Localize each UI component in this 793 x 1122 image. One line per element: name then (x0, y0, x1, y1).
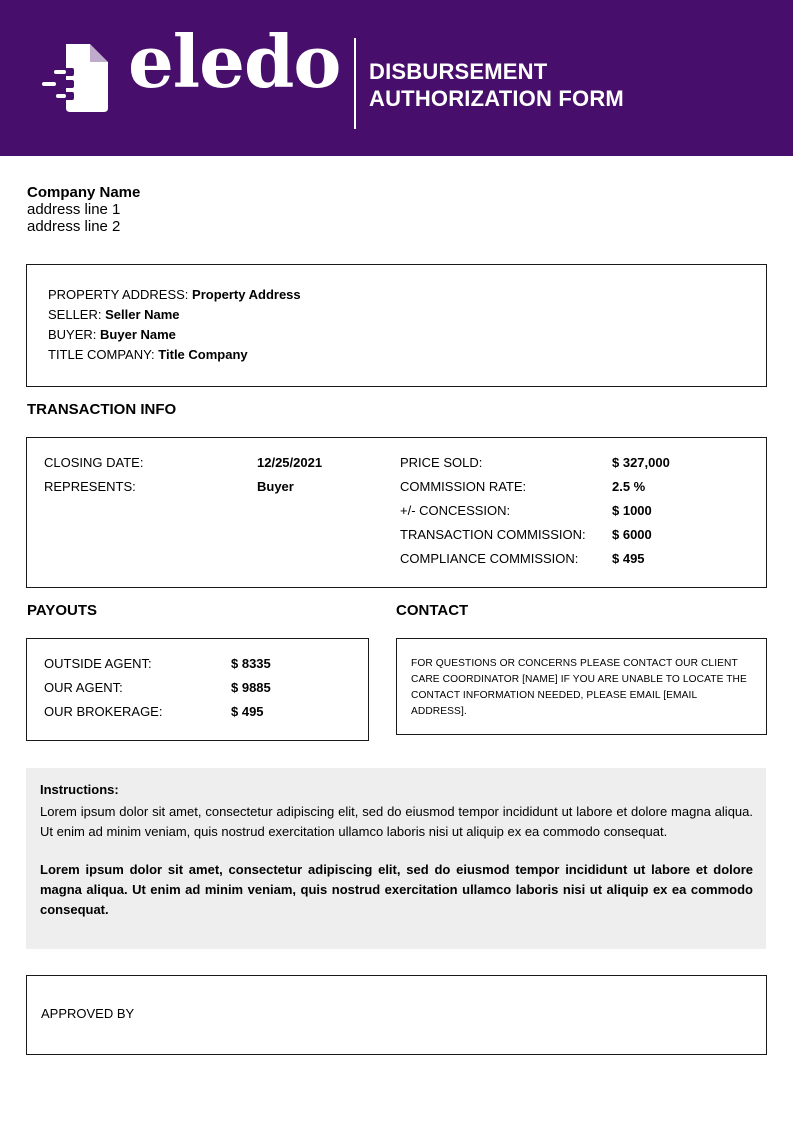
buyer-label: BUYER: (48, 327, 97, 342)
concession-value: $ 1000 (612, 503, 652, 518)
buyer-row (48, 325, 745, 345)
property-details-box (26, 264, 767, 387)
header-banner (0, 0, 793, 156)
transaction-info-box (26, 437, 767, 588)
transaction-commission-label: TRANSACTION COMMISSION: (400, 527, 586, 542)
form-title-line1: DISBURSEMENT (369, 59, 548, 84)
company-name: Company Name (27, 184, 141, 201)
price-sold-value: $ 327,000 (612, 455, 670, 470)
closing-date-value: 12/25/2021 (257, 455, 323, 470)
outside-agent-label: OUTSIDE AGENT: (44, 656, 152, 671)
form-title-line2: AUTHORIZATION FORM (369, 86, 624, 111)
document-speed-icon (40, 42, 114, 114)
instructions-paragraph-2: Lorem ipsum dolor sit amet, consectetur adipiscing elit, sed do eiusmod tempor incididunt ut labore et dolore magna aliqua. Ut enim ad minim veniam, quis nostrud exercitation ullamco laboris nisi ut aliquip ex ea commodo consequat. (40, 862, 753, 917)
closing-date-label: CLOSING DATE: (44, 455, 144, 470)
payouts-box (26, 638, 369, 741)
compliance-commission-label: COMPLIANCE COMMISSION: (400, 551, 579, 566)
approved-by-label: APPROVED BY (41, 1006, 135, 1021)
represents-value: Buyer (257, 479, 294, 494)
transaction-info-heading: TRANSACTION INFO (27, 401, 177, 418)
seller-label: SELLER: (48, 307, 102, 322)
form-title (369, 58, 769, 112)
price-sold-label: PRICE SOLD: (400, 455, 483, 470)
property-address-row (48, 285, 745, 305)
company-address-line1: address line 1 (27, 201, 121, 218)
title-company-row (48, 345, 745, 365)
property-address-label: PROPERTY ADDRESS: (48, 287, 189, 302)
commission-rate-label: COMMISSION RATE: (400, 479, 527, 494)
approved-by-box (26, 975, 767, 1055)
payouts-heading: PAYOUTS (27, 602, 98, 619)
instructions-title: Instructions: (40, 782, 119, 797)
transaction-commission-value: $ 6000 (612, 527, 652, 542)
logo-wordmark: eledo (128, 19, 341, 104)
property-address-value: Property Address (192, 287, 301, 302)
compliance-commission-value: $ 495 (612, 551, 645, 566)
represents-label: REPRESENTS: (44, 479, 136, 494)
seller-value: Seller Name (105, 307, 180, 322)
company-info (27, 184, 140, 235)
seller-row (48, 305, 745, 325)
company-address-line2: address line 2 (27, 218, 121, 235)
instructions-paragraph-1: Lorem ipsum dolor sit amet, consectetur adipiscing elit, sed do eiusmod tempor incididunt ut labore et dolore magna aliqua. Ut enim ad minim veniam, quis nostrud exercitation ullamco laboris nisi ut aliquip ex ea commodo consequat. (40, 804, 753, 839)
concession-label: +/- CONCESSION: (400, 503, 511, 518)
instructions-panel (26, 768, 766, 949)
our-brokerage-label: OUR BROKERAGE: (44, 704, 163, 719)
our-agent-value: $ 9885 (231, 680, 271, 695)
contact-text: FOR QUESTIONS OR CONCERNS PLEASE CONTACT OUR CLIENT CARE COORDINATOR [NAME] IF YOU ARE UNABLE TO LOCATE THE CONTACT INFORMATION NEEDED, PLEASE EMAIL [EMAIL ADDRESS]. (411, 658, 747, 717)
commission-rate-value: 2.5 % (612, 479, 646, 494)
contact-box (396, 638, 767, 735)
outside-agent-value: $ 8335 (231, 656, 271, 671)
contact-heading: CONTACT (396, 602, 469, 619)
our-brokerage-value: $ 495 (231, 704, 264, 719)
title-company-label: TITLE COMPANY: (48, 347, 155, 362)
title-company-value: Title Company (158, 347, 248, 362)
header-divider (354, 38, 356, 129)
buyer-value: Buyer Name (100, 327, 176, 342)
our-agent-label: OUR AGENT: (44, 680, 123, 695)
